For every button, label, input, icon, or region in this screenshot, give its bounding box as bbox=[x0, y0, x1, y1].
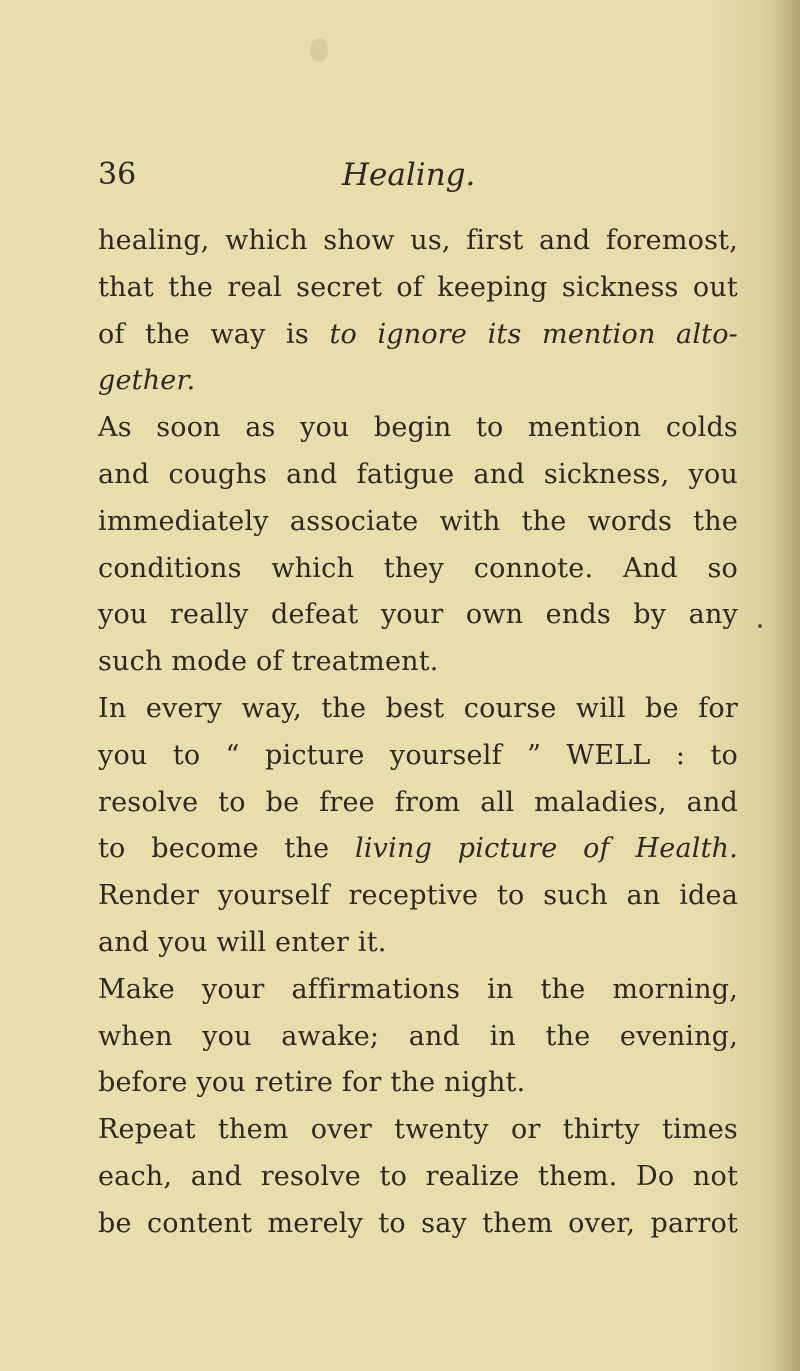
text-line bbox=[98, 873, 738, 920]
text-segment: when you awake; and in the evening, bbox=[98, 1020, 738, 1052]
text-segment: each, and resolve to realize them. Do not bbox=[98, 1160, 738, 1192]
text-segment: Make your affirmations in the morning, bbox=[98, 973, 738, 1005]
paper-speck bbox=[758, 624, 762, 628]
text-line bbox=[98, 546, 738, 593]
paper-stain bbox=[310, 38, 328, 62]
text-line bbox=[98, 733, 738, 780]
text-line bbox=[98, 826, 738, 873]
text-segment: you really defeat your own ends by any bbox=[98, 599, 738, 631]
text-line bbox=[98, 452, 738, 499]
text-segment: Repeat them over twenty or thirty times bbox=[98, 1114, 738, 1146]
text-segment: before you retire for the night. bbox=[98, 1067, 526, 1099]
italic-text-segment: living picture of Health. bbox=[355, 833, 739, 865]
text-line bbox=[98, 265, 738, 312]
text-segment: healing, which show us, first and foremost, bbox=[98, 225, 738, 256]
text-segment: and you will enter it. bbox=[98, 926, 387, 958]
text-segment: be content merely to say them over, parrot bbox=[98, 1207, 738, 1239]
page-number: 36 bbox=[98, 157, 137, 192]
text-segment: Render yourself receptive to such an idea bbox=[98, 880, 738, 912]
page-edge-shadow bbox=[772, 0, 800, 1371]
text-segment: As soon as you begin to mention colds bbox=[98, 412, 738, 444]
text-line bbox=[98, 1060, 738, 1107]
text-segment: immediately associate with the words the bbox=[98, 505, 738, 537]
text-line bbox=[98, 967, 738, 1014]
body-text bbox=[98, 218, 738, 1248]
text-line bbox=[98, 686, 738, 733]
text-line bbox=[98, 312, 738, 359]
text-segment: that the real secret of keeping sickness out bbox=[98, 271, 738, 303]
text-line bbox=[98, 592, 738, 639]
text-line bbox=[98, 780, 738, 827]
text-segment: you to “ picture yourself ” WELL : to bbox=[98, 739, 738, 771]
text-segment: In every way, the best course will be for bbox=[98, 692, 738, 724]
text-line bbox=[98, 499, 738, 546]
text-segment: and coughs and fatigue and sickness, you bbox=[98, 458, 738, 490]
text-line bbox=[98, 639, 738, 686]
text-segment: such mode of treatment. bbox=[98, 646, 439, 678]
italic-text-segment: to ignore its mention alto- bbox=[329, 318, 738, 350]
text-line bbox=[98, 358, 738, 405]
italic-text-segment: gether. bbox=[98, 365, 196, 397]
page-title: Healing. bbox=[342, 157, 476, 193]
text-line bbox=[98, 1014, 738, 1061]
text-line bbox=[98, 1201, 738, 1248]
text-line bbox=[98, 1107, 738, 1154]
text-segment: resolve to be free from all maladies, and bbox=[98, 786, 738, 818]
text-line bbox=[98, 218, 738, 265]
text-segment: to become the bbox=[98, 833, 356, 865]
text-segment: conditions which they connote. And so bbox=[98, 552, 738, 584]
text-line bbox=[98, 1154, 738, 1201]
running-head bbox=[98, 150, 698, 200]
text-line bbox=[98, 920, 738, 967]
text-line bbox=[98, 405, 738, 452]
text-segment: of the way is bbox=[98, 318, 330, 350]
